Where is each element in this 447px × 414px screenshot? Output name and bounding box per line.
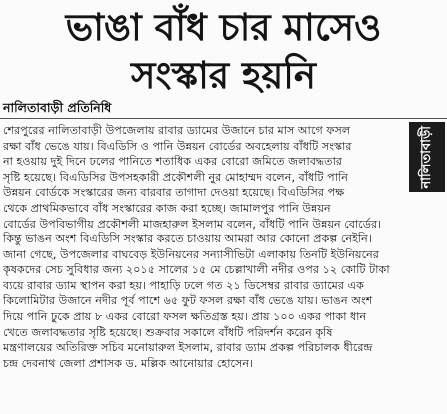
section-tab [409, 122, 445, 192]
body-line: দিয়ে পানি ঢুকে প্রায় ৮ একর বোরো ফসল ক্ষতিগ্রস্ত হয়। প্রায় ১০০ একর পাকা ধান [3, 309, 367, 323]
headline-line-2: সংস্কার হয়নি [131, 53, 316, 97]
byline: নালিতাবাড়ী প্রতিনিধি [3, 100, 112, 115]
headline-line-1: ভাঙা বাঁধ চার মাসেও [65, 5, 382, 49]
section-tab-label: নালিতাবাড়ী [418, 125, 434, 189]
body-line: শেরপুরের নালিতাবাড়ী উপজেলায় রাবার ড্যামের উজানে চার মাস আগে ফসল [3, 124, 351, 137]
body-line: উন্নয়ন বোর্ডকে সংস্কারের জন্য বারবার তাগাদা দেওয়া হয়েছে। বিএডিসির পক্ষ [3, 186, 345, 200]
body-line: বোর্ডের উপবিভাগীয় প্রকৌশলী মাজহারুল ইসলাম বলেন, বাঁধটি পানি উন্নয়ন বোর্ডের। [3, 217, 382, 231]
body-line: চন্দ্র দেবনাথ জেলা প্রশাসক ড. মল্লিক আনোয়ার হোসেন। [3, 356, 254, 370]
body-line: কিলোমিটার উজানে নদীর পূর্ব পাশে ৬৫ ফুট ফসল রক্ষা বাঁধ ভেঙে যায়। ভাঙন অংশ [3, 294, 373, 308]
body-line: সৃষ্টি হয়েছে। বিএডিসির উপসহকারী প্রকৌশলী নুর মোহাম্মদ বলেন, বাঁধটি পানি [3, 170, 348, 184]
body-line: ব্যয়ে রাবার ড্যাম স্থাপন করা হয়। পাহাড়ি ঢলে গত ২১ ডিসেম্বর রাবার ড্যামের এক [3, 278, 364, 292]
body-line: না হওয়ায় দুই দিনে ঢলের পানিতে শতাধিক একর বোরো জমিতে জলাবদ্ধতার [3, 155, 342, 169]
body-line: জানা গেছে, উপজেলার বাঘবেড় ইউনিয়নের সন্যাসীভিটা এলাকায় তিনটি ইউনিয়নের [3, 247, 379, 261]
byline-divider [0, 118, 447, 119]
body-line: কৃষকদের সেচ সুবিধার জন্য ২০১৫ সালের ১৫ মে চেল্লাখালী নদীর ওপর ১২ কোটি টাকা [3, 263, 390, 277]
body-line: রক্ষা বাঁধ ভেঙে যায়। বিএডিসি ও পানি উন্নয়ন বোর্ডের অবহেলায় বাঁধটি সংস্কার [3, 139, 352, 153]
body-line: মন্ত্রণালয়ের অতিরিক্ত সচিব মনোয়ারুল ইসলাম, রাবার ড্যাম প্রকল্প পরিচালক ধীরেন্দ্র [3, 341, 373, 355]
body-line: কিন্তু ভাঙন অংশ বিএডিসি সংস্কার করতে চাওয়ায় আমরা আর কোনো প্রকল্প নেইনি। [3, 232, 372, 245]
body-line: খেতে জলাবদ্ধতার সৃষ্টি হয়েছে। শুক্রবার সকালে বাঁধটি পরিদর্শন করেন কৃষি [3, 325, 333, 339]
body-line: থেকে প্রাথমিকভাবে বাঁধ সংস্কারের কাজ করা হচ্ছে। জামালপুর পানি উন্নয়ন [3, 201, 331, 215]
article-body-bottom [3, 231, 444, 413]
